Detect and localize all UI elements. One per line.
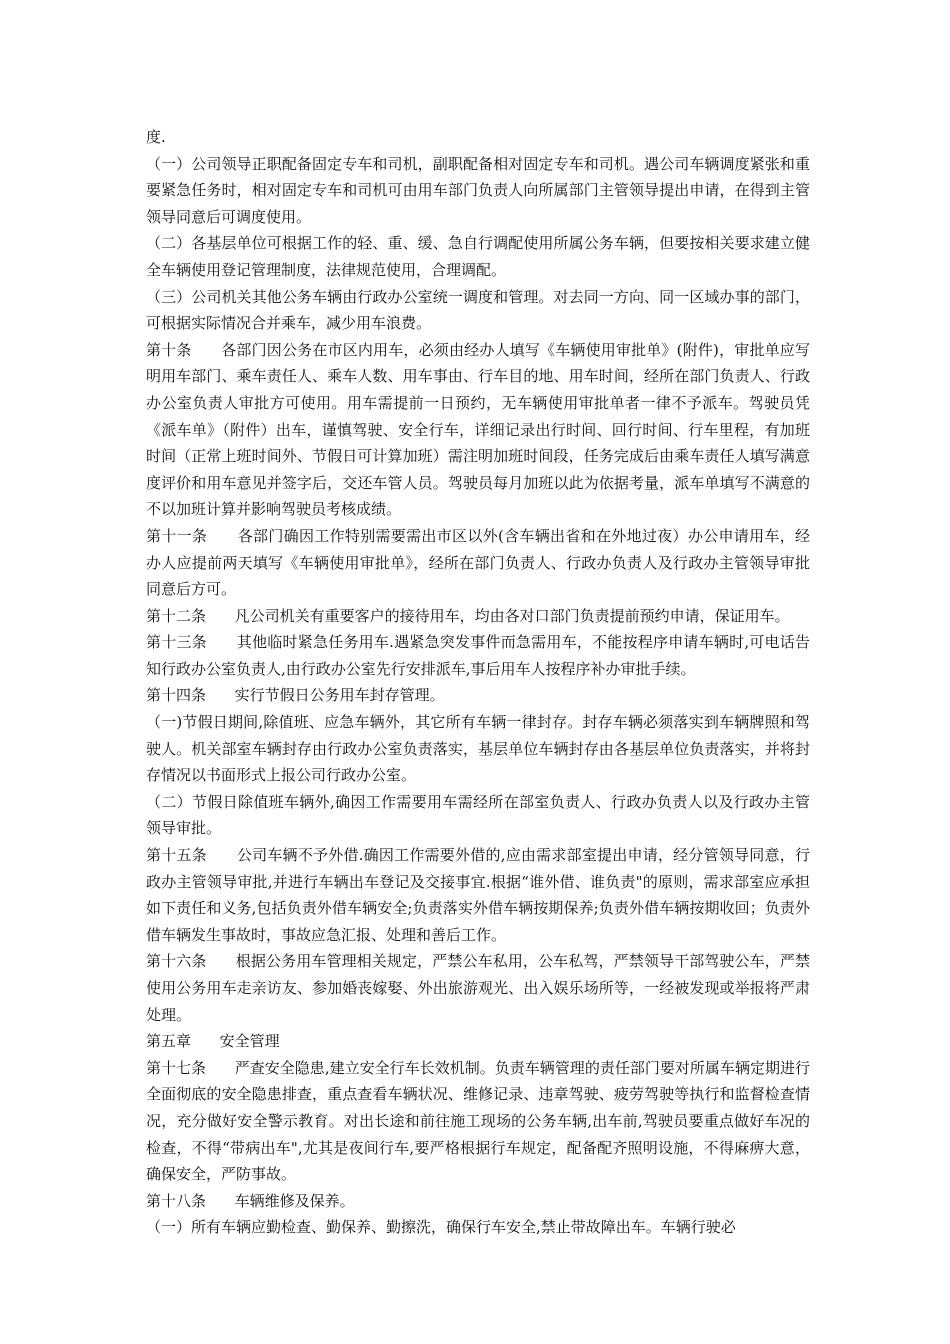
paragraph-text: 各部门因公务在市区内用车，必须由经办人填写《车辆使用审批单》(附件)，审批单应写明用车部门、乘车责任人、乘车人数、用车事由、行车目的地、用车时间，经所在部门负责人、行政办公室负责人审批方可使用。用车需提前一日预约，无车辆使用审批单者一律不予派车。驾驶员凭《派车单》（附件）出车，谨慎驾驶、安全行车，详细记录出行时间、回行时间、行车里程，有加班时间（正常上班时间外、节假日可计算加班）需注明加班时间段，任务完成后由乘车责任人填写满意度评价和用车意见并签字后，交还车管人员。驾驶员每月加班以此为依据考量，派车单填写不满意的不以加班计算并影响驾驶员考核成绩。 xyxy=(146,340,810,519)
paragraph-text: （一）公司领导正职配备固定专车和司机，副职配备相对固定专车和司机。遇公司车辆调度紧张和重要紧急任务时，相对固定专车和司机可由用车部门负责人向所属部门主管领导提出申请，在得到主管领导同意后可调度使用。 xyxy=(146,154,810,226)
document-body xyxy=(146,124,810,1241)
paragraph-text: 度. xyxy=(146,128,166,146)
paragraph xyxy=(146,682,810,709)
heading-gap xyxy=(206,1059,235,1077)
article-heading: 第十六条 xyxy=(146,952,207,971)
heading-gap xyxy=(206,952,235,970)
paragraph xyxy=(146,842,810,948)
paragraph xyxy=(146,1188,810,1215)
paragraph-text: （一）所有车辆应勤检查、勤保养、勤擦洗，确保行车安全,禁止带故障出车。车辆行驶必 xyxy=(146,1218,736,1237)
paragraph xyxy=(146,523,810,603)
article-heading: 第十五条 xyxy=(146,846,207,865)
heading-gap xyxy=(206,686,235,704)
paragraph xyxy=(146,230,810,283)
heading-gap xyxy=(191,1032,220,1050)
heading-gap xyxy=(192,341,222,359)
paragraph-text: 车辆维修及保养。 xyxy=(234,1191,355,1210)
paragraph-text: 根据公务用车管理相关规定，严禁公车私用，公车私驾，严禁领导干部驾驶公车，严禁使用公务用车走亲访友、参加婚丧嫁娶、外出旅游观光、出入娱乐场所等，一经被发现或举报将严肃处理。 xyxy=(146,952,810,1024)
paragraph xyxy=(146,151,810,231)
paragraph xyxy=(146,284,810,337)
paragraph xyxy=(146,709,810,789)
article-heading: 第十八条 xyxy=(146,1191,207,1210)
paragraph xyxy=(146,1055,810,1188)
paragraph-text: 安全管理 xyxy=(219,1032,280,1051)
paragraph-text: （二）节假日除值班车辆外,确因工作需要用车需经所在部室负责人、行政办负责人以及行政办主管领导审批。 xyxy=(146,792,810,838)
paragraph xyxy=(146,948,810,1028)
heading-gap xyxy=(207,633,237,651)
article-heading: 第十七条 xyxy=(146,1058,207,1077)
article-heading: 第十三条 xyxy=(146,633,207,652)
article-heading: 第十四条 xyxy=(146,686,207,705)
article-heading: 第十一条 xyxy=(146,526,208,545)
paragraph xyxy=(146,124,810,151)
article-heading: 第十条 xyxy=(146,340,192,359)
paragraph xyxy=(146,603,810,630)
heading-gap xyxy=(206,1192,235,1210)
heading-gap xyxy=(207,527,237,545)
paragraph-text: （二）各基层单位可根据工作的轻、重、缓、急自行调配使用所属公务车辆，但要按相关要求建立健全车辆使用登记管理制度，法律规范使用，合理调配。 xyxy=(146,234,810,279)
heading-gap xyxy=(207,846,237,864)
article-heading: 第五章 xyxy=(146,1032,192,1051)
paragraph-text: （三）公司机关其他公务车辆由行政办公室统一调度和管理。对去同一方向、同一区域办事的部门，可根据实际情况合并乘车，减少用车浪费。 xyxy=(146,287,810,333)
paragraph xyxy=(146,629,810,682)
paragraph xyxy=(146,789,810,842)
heading-gap xyxy=(206,607,235,625)
article-heading: 第十二条 xyxy=(146,606,207,625)
paragraph-text: 凡公司机关有重要客户的接待用车，均由各对口部门负责提前预约申请，保证用车。 xyxy=(234,606,790,625)
paragraph-text: 严查安全隐患,建立安全行车长效机制。负责车辆管理的责任部门要对所属车辆定期进行全面彻底的安全隐患排查，重点查看车辆状况、维修记录、违章驾驶、疲劳驾驶等执行和监督检查情况，充分做好安全警示教育。对出长途和前往施工现场的公务车辆,出车前,驾驶员要重点做好车况的检查，不得“带病出车",尤其是夜间行车,要严格根据行车规定，配备配齐照明设施，不得麻痹大意，确保安全，严防事故。 xyxy=(146,1058,810,1184)
paragraph-text: 实行节假日公务用车封存管理。 xyxy=(234,686,445,705)
paragraph-text: 公司车辆不予外借.确因工作需要外借的,应由需求部室提出申请，经分管领导同意，行政办主管领导审批,并进行车辆出车登记及交接事宜.根据“谁外借、谁负责"的原则，需求部室应承担如下责任和义务,包括负责外借车辆安全;负责落实外借车辆按期保养;负责外借车辆按期收回；负责外借车辆发生事故时，事故应急汇报、处理和善后工作。 xyxy=(146,846,810,944)
paragraph-text: 各部门确因工作特别需要需出市区以外(含车辆出省和在外地过夜）办公申请用车，经办人应提前两天填写《车辆使用审批单》，经所在部门负责人、行政办负责人及行政办主管领导审批同意后方可。 xyxy=(146,526,811,599)
paragraph xyxy=(146,337,810,523)
paragraph-text: （一)节假日期间,除值班、应急车辆外，其它所有车辆一律封存。封存车辆必须落实到车辆牌照和驾驶人。机关部室车辆封存由行政办公室负责落实，基层单位车辆封存由各基层单位负责落实，并将封存情况以书面形式上报公司行政办公室。 xyxy=(146,713,810,785)
paragraph xyxy=(146,1028,810,1055)
paragraph-text: 其他临时紧急任务用车.遇紧急突发事件而急需用车，不能按程序申请车辆时,可电话告知行政办公室负责人,由行政办公室先行安排派车,事后用车人按程序补办审批手续。 xyxy=(146,633,810,678)
paragraph xyxy=(146,1214,810,1241)
